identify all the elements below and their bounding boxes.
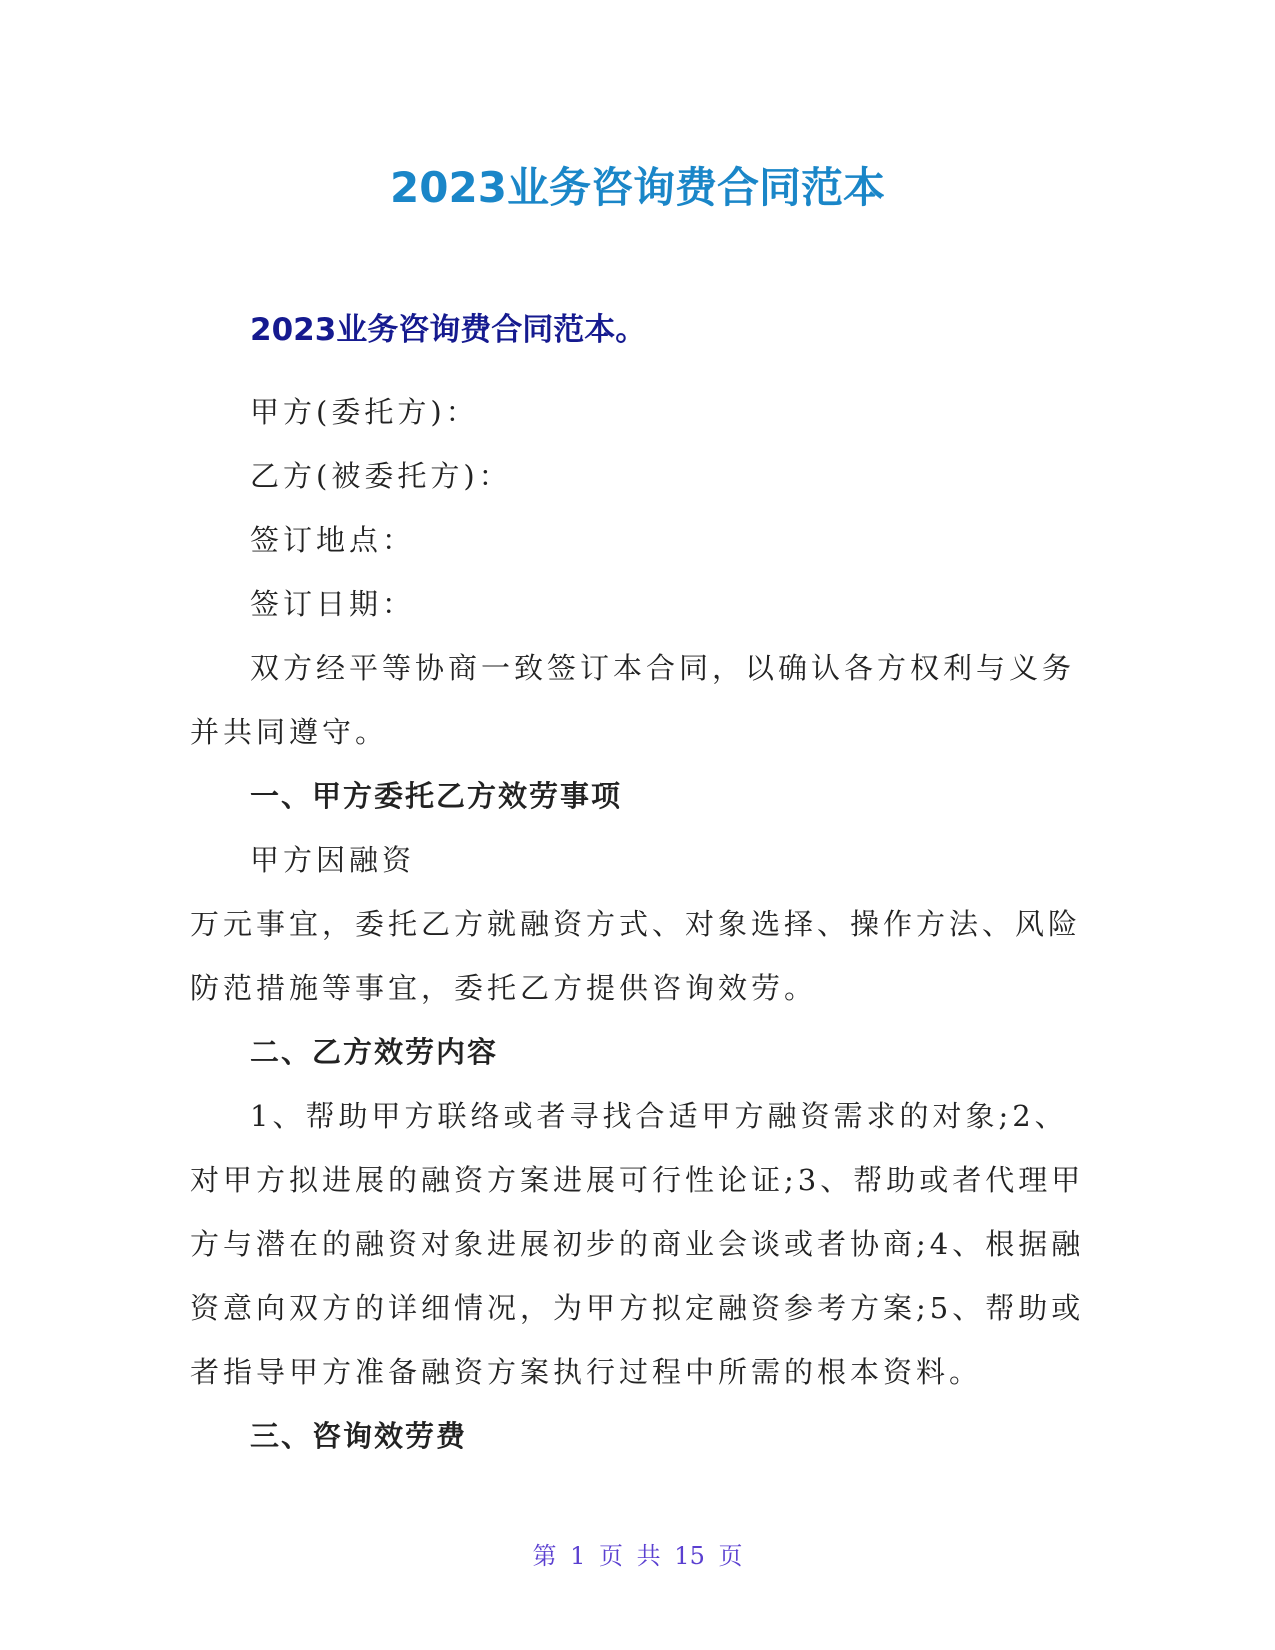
intro-paragraph: 双方经平等协商一致签订本合同，以确认各方权利与义务并共同遵守。 [190, 651, 1076, 749]
section-heading-3: 三、咨询效劳费 [250, 1419, 468, 1453]
section-2-paragraph-1: 1、帮助甲方联络或者寻找合适甲方融资需求的对象;2、对甲方拟进展的融资方案进展可行性论证;3、帮助或者代理甲方与潜在的融资对象进展初步的商业会谈或者协商;4、根据融资意向双方的详细情况，为甲方拟定融资参考方案;5、帮助或者指导甲方准备融资方案执行过程中所需的根本资料。 [190, 1099, 1085, 1389]
page-title: 2023业务咨询费合同范本 [390, 163, 885, 212]
field-date: 签订日期： [250, 587, 416, 621]
section-heading-2: 二、乙方效劳内容 [250, 1035, 499, 1069]
section-heading-1: 一、甲方委托乙方效劳事项 [250, 779, 623, 813]
document-subtitle: 2023业务咨询费合同范本。 [250, 312, 647, 348]
document-body [190, 380, 1085, 1468]
section-1-paragraph-1: 甲方因融资 [250, 843, 416, 877]
field-location: 签订地点： [250, 523, 416, 557]
field-party-b: 乙方(被委托方)： [250, 459, 512, 493]
section-1-paragraph-2: 万元事宜，委托乙方就融资方式、对象选择、操作方法、风险防范措施等事宜，委托乙方提供咨询效劳。 [190, 907, 1082, 1005]
page-footer: 第 1 页 共 15 页 [532, 1542, 743, 1570]
field-party-a: 甲方(委托方)： [250, 395, 479, 429]
